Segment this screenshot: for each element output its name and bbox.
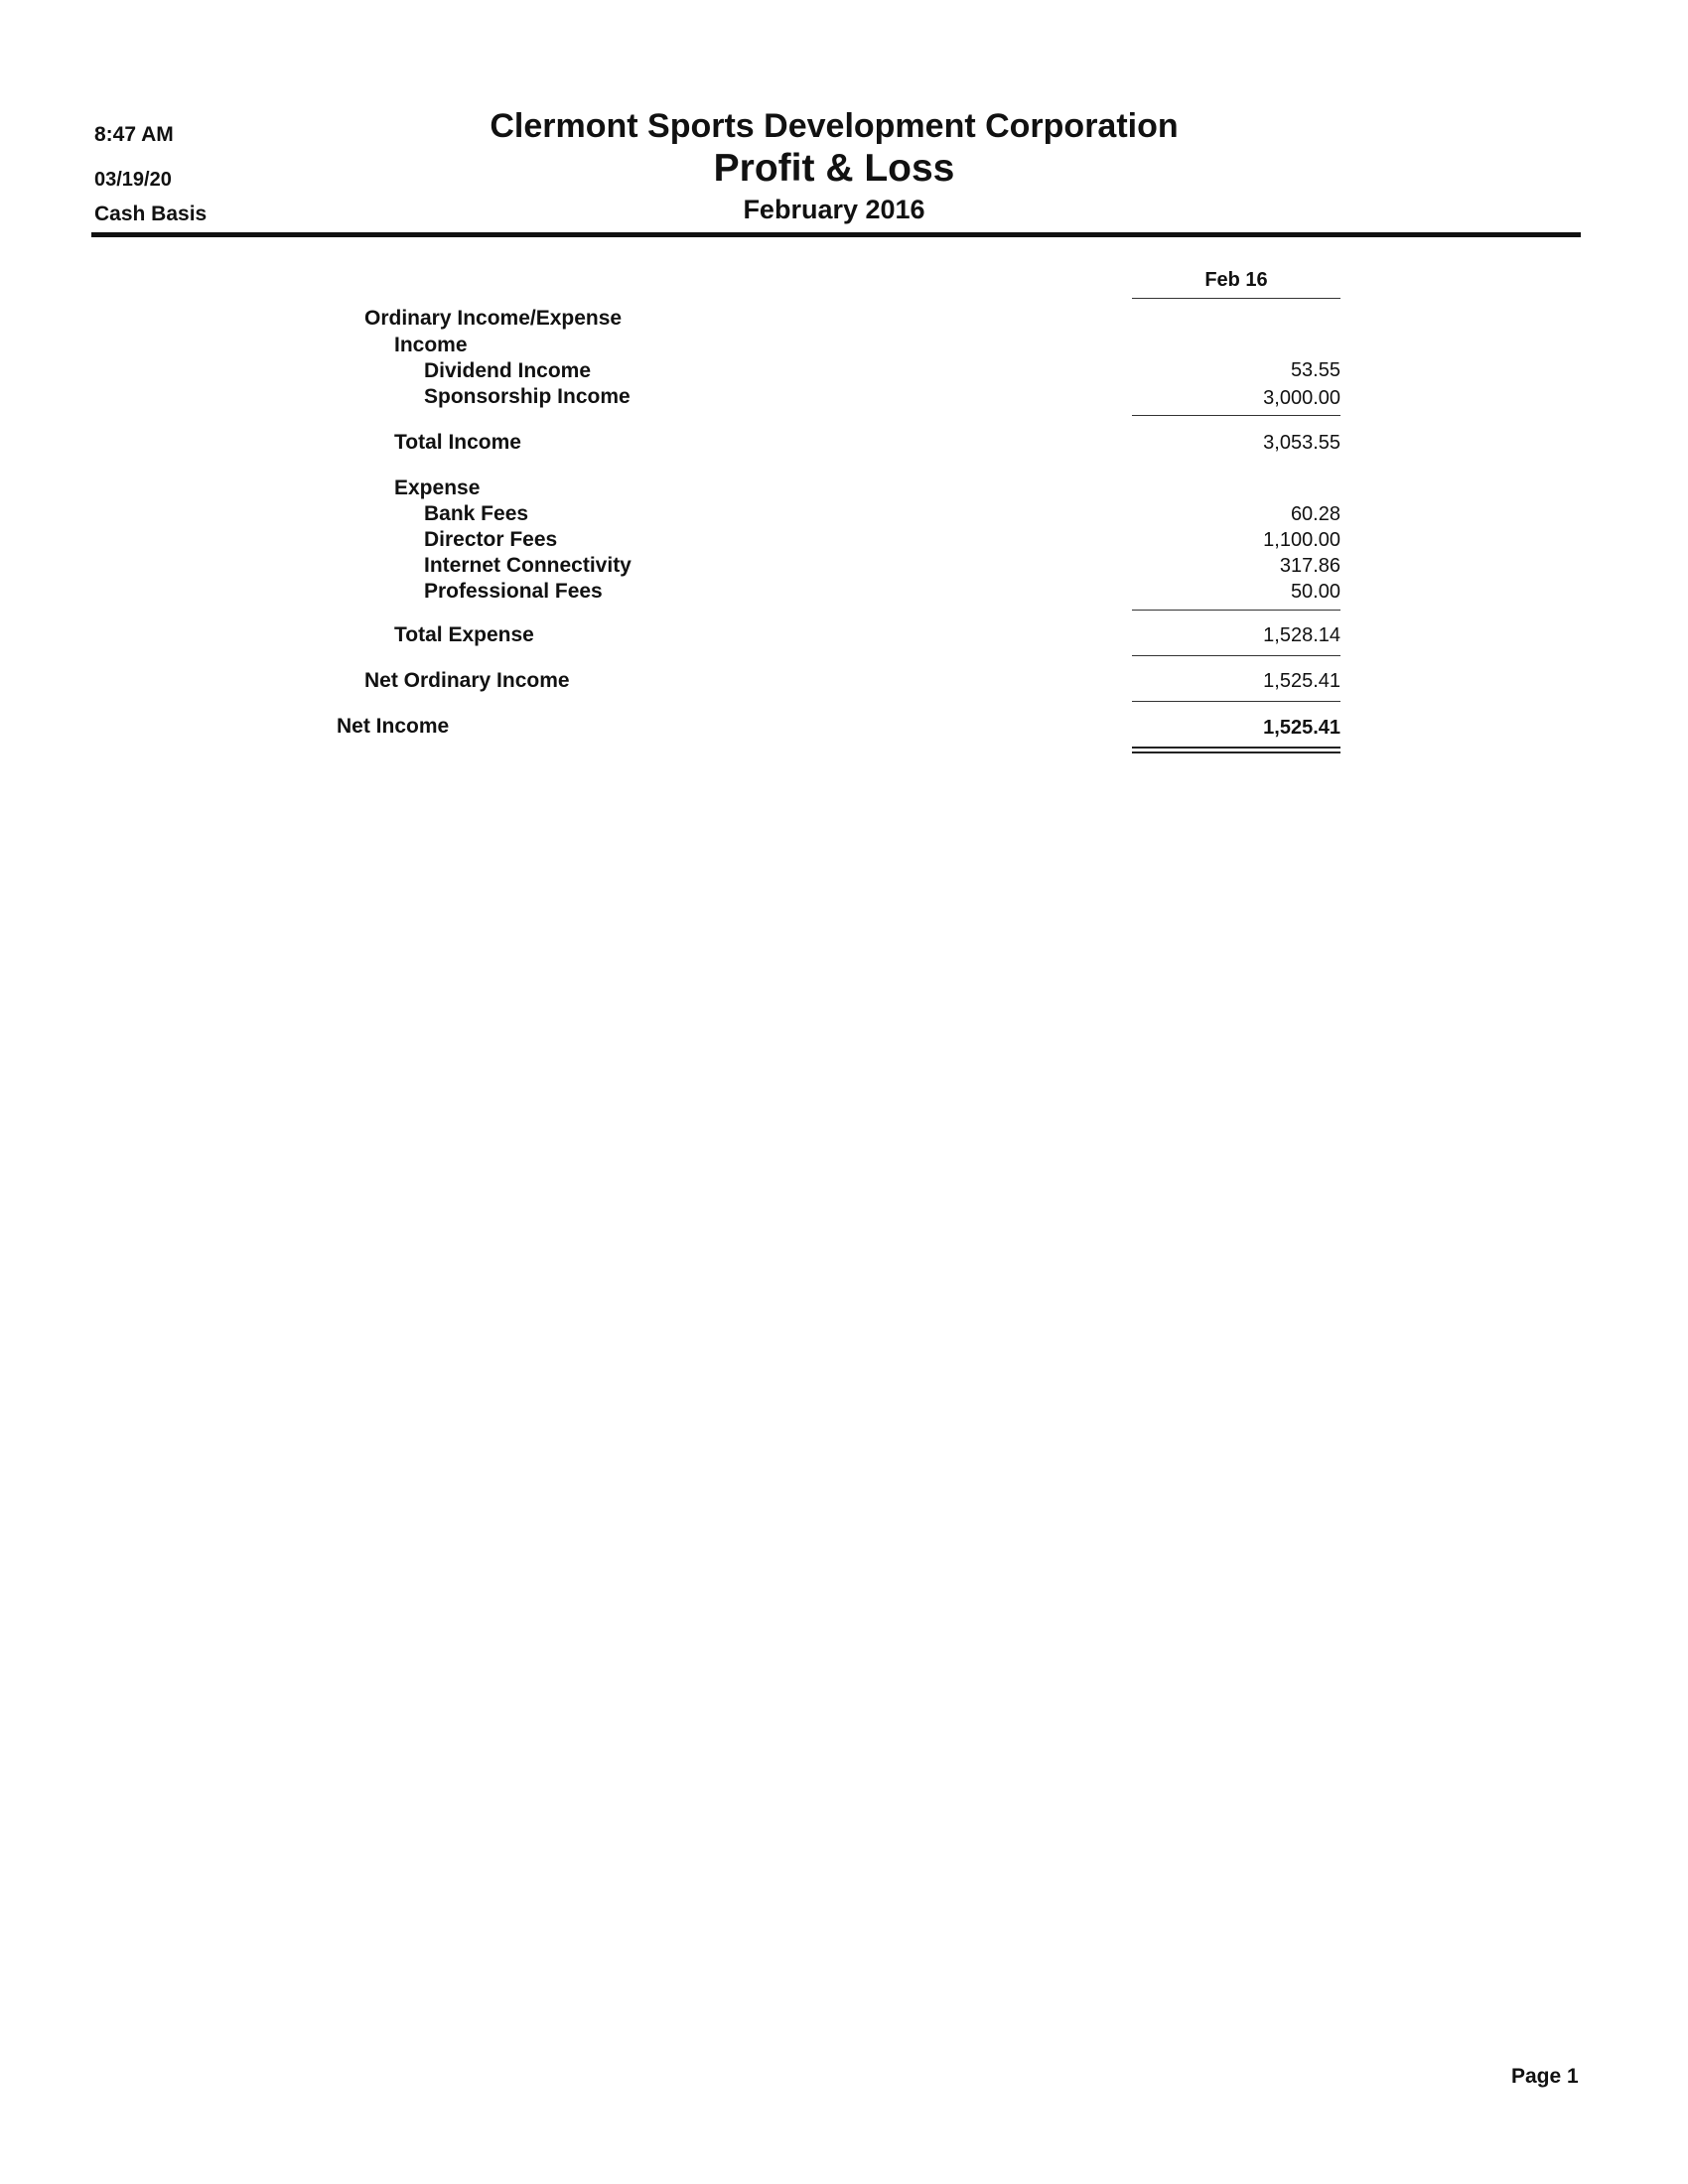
row-value-professional-fees: 50.00 [1290,581,1340,603]
row-value-net-ordinary-income: 1,525.41 [1263,670,1340,692]
row-value-total-income: 3,053.55 [1263,432,1340,454]
row-label-net-income: Net Income [337,715,450,738]
column-header-underline [1132,298,1340,299]
report-date: 03/19/20 [94,169,172,191]
column-header-period: Feb 16 [1204,269,1268,291]
total-expense-rule [1132,655,1340,656]
row-label-dividend-income: Dividend Income [424,359,592,382]
report-period: February 2016 [743,195,925,224]
income-subtotal-rule [1132,415,1340,416]
row-label-net-ordinary-income: Net Ordinary Income [364,669,570,692]
expense-subtotal-rule [1132,610,1340,611]
row-value-director-fees: 1,100.00 [1263,529,1340,551]
row-value-bank-fees: 60.28 [1290,503,1340,525]
page-number: Page 1 [1511,2065,1579,2088]
row-value-total-expense: 1,528.14 [1263,624,1340,646]
company-name: Clermont Sports Development Corporation [490,107,1179,145]
net-income-double-rule-top [1132,747,1340,749]
report-basis: Cash Basis [94,203,208,225]
section-income: Income [394,334,468,356]
section-ordinary-income-expense: Ordinary Income/Expense [364,307,623,330]
row-value-net-income: 1,525.41 [1263,717,1340,739]
row-value-dividend-income: 53.55 [1290,359,1340,381]
report-time: 8:47 AM [94,123,174,146]
net-ordinary-rule [1132,701,1340,702]
row-label-director-fees: Director Fees [424,528,558,551]
section-expense: Expense [394,477,481,499]
row-label-total-expense: Total Expense [394,623,534,646]
row-label-internet-connectivity: Internet Connectivity [424,554,632,577]
row-label-bank-fees: Bank Fees [424,502,529,525]
row-value-sponsorship-income: 3,000.00 [1263,387,1340,409]
row-label-professional-fees: Professional Fees [424,580,603,603]
net-income-double-rule-bottom [1132,751,1340,753]
row-value-internet-connectivity: 317.86 [1279,555,1340,577]
header-divider [91,232,1581,237]
row-label-sponsorship-income: Sponsorship Income [424,385,631,408]
row-label-total-income: Total Income [394,431,521,454]
report-title: Profit & Loss [713,147,955,190]
